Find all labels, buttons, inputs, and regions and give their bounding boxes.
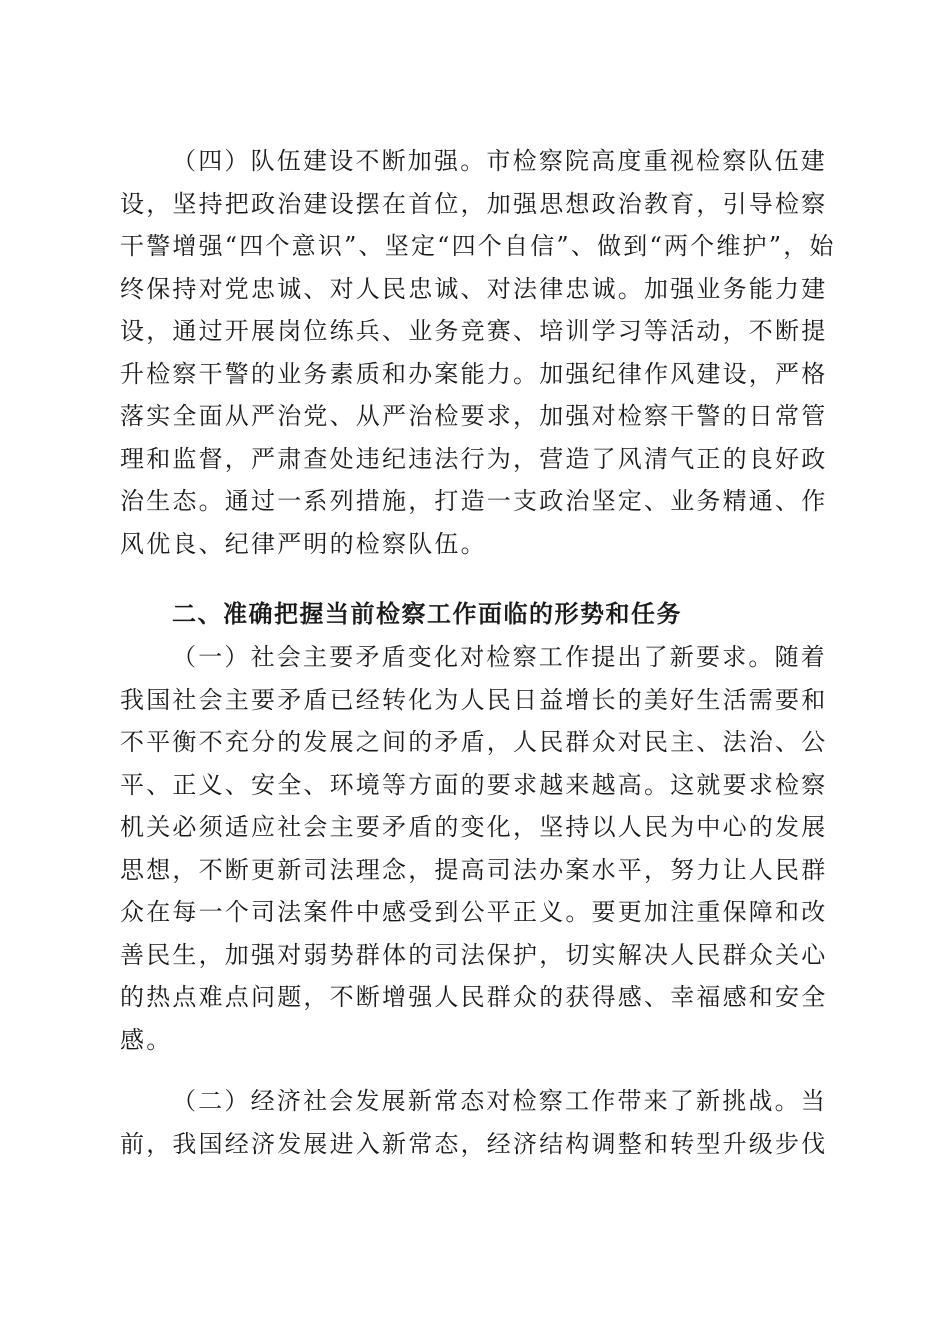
- section-title: 二、准确把握当前检察工作面临的形势和任务: [172, 600, 682, 628]
- paragraph-body: 当前，我国经济发展进入新常态，经济结构调整和转型升级步伐: [120, 1087, 828, 1158]
- paragraph-team-building: [120, 140, 836, 565]
- paragraph-heading: （一）社会主要矛盾变化对检察工作提出了新要求。: [172, 643, 775, 671]
- paragraph-economic-new-normal: [120, 1080, 836, 1165]
- paragraph-heading: （四）队伍建设不断加强。: [172, 147, 487, 175]
- paragraph-body: 市检察院高度重视检察队伍建设，坚持把政治建设摆在首位，加强思想政治教育，引导检察干警增强“四个意识”、坚定“四个自信”、做到“两个维护”，始终保持对党忠诚、对人民忠诚、对法律忠诚。加强业务能力建设，通过开展岗位练兵、业务竞赛、培训学习等活动，不断提升检察干警的业务素质和办案能力。加强纪律作风建设，严格落实全面从严治党、从严治检要求，加强对检察干警的日常管理和监督，严肃查处违纪违法行为，营造了风清气正的良好政治生态。通过一系列措施，打造一支政治坚定、业务精通、作风优良、纪律严明的检察队伍。: [120, 147, 836, 558]
- paragraph-social-contradiction: [120, 636, 836, 1061]
- paragraph-body: 随着我国社会主要矛盾已经转化为人民日益增长的美好生活需要和不平衡不充分的发展之间的矛盾，人民群众对民主、法治、公平、正义、安全、环境等方面的要求越来越高。这就要求检察机关必须适应社会主要矛盾的变化，坚持以人民为中心的发展思想，不断更新司法理念，提高司法办案水平，努力让人民群众在每一个司法案件中感受到公平正义。要更加注重保障和改善民生，加强对弱势群体的司法保护，切实解决人民群众关心的热点难点问题，不断增强人民群众的获得感、幸福感和安全感。: [120, 643, 828, 1054]
- paragraph-heading: （二）经济社会发展新常态对检察工作带来了新挑战。: [172, 1087, 801, 1115]
